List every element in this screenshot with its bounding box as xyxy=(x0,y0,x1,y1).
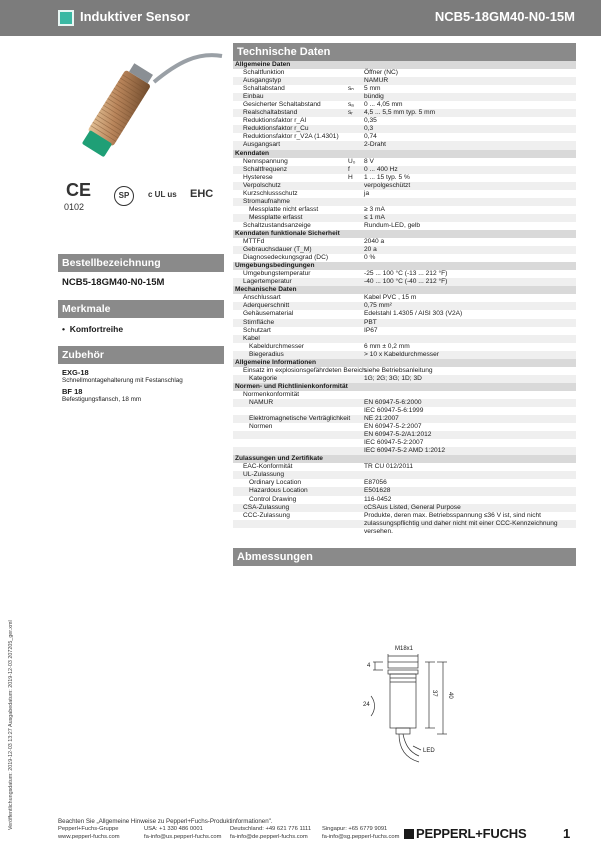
spec-value: > 10 x Kabeldurchmesser xyxy=(362,351,576,359)
spec-row xyxy=(233,520,576,528)
spec-value: 0,35 xyxy=(364,117,377,125)
spec-value: Rundum-LED, gelb xyxy=(364,221,421,229)
spec-value: -25 ... 100 °C (-13 ... 212 °F) xyxy=(364,270,448,278)
spec-symbol: H xyxy=(348,173,353,181)
spec-row xyxy=(233,512,576,520)
spec-value: 6 mm ± 0,2 mm xyxy=(364,342,410,350)
spec-symbol xyxy=(346,150,362,158)
spec-symbol xyxy=(346,423,362,431)
spec-value: verpolgeschützt xyxy=(362,182,576,190)
spec-label xyxy=(233,431,346,439)
spec-row xyxy=(233,141,576,149)
spec-row xyxy=(233,93,576,101)
spec-symbol xyxy=(346,286,362,294)
spec-symbol xyxy=(346,133,362,141)
spec-row xyxy=(233,125,576,133)
spec-label: UL-Zulassung xyxy=(233,471,346,479)
spec-row xyxy=(233,367,576,375)
spec-symbol xyxy=(346,77,362,85)
spec-value: 0,75 mm² xyxy=(362,302,576,310)
spec-label xyxy=(233,520,346,528)
spec-value: 0,74 xyxy=(364,133,377,141)
spec-value: 0 ... 4,05 mm xyxy=(364,101,403,109)
spec-label: Schaltzustandsanzeige xyxy=(243,221,311,229)
spec-value: -40 ... 100 °C (-40 ... 212 °F) xyxy=(362,278,576,286)
spec-symbol xyxy=(346,327,362,335)
spec-row xyxy=(233,391,576,399)
spec-symbol xyxy=(346,479,362,487)
spec-symbol xyxy=(346,351,362,359)
spec-label: Reduktionsfaktor r_Cu xyxy=(233,125,346,133)
spec-value: 2-Draht xyxy=(362,141,576,149)
accessory-desc: Befestigungsflansch, 18 mm xyxy=(62,396,142,403)
product-code: NCB5-18GM40-N0-15M xyxy=(434,9,575,24)
spec-row xyxy=(233,431,576,439)
spec-row xyxy=(233,166,576,174)
spec-symbol xyxy=(346,391,362,399)
spec-row xyxy=(233,246,576,254)
spec-value: Edelstahl 1.4305 / AISI 303 (V2A) xyxy=(364,310,463,318)
spec-group-row xyxy=(233,230,576,238)
spec-value xyxy=(362,230,576,238)
spec-label: Nennspannung xyxy=(243,157,288,165)
spec-symbol xyxy=(346,246,362,254)
spec-value: bündig xyxy=(362,93,576,101)
spec-symbol xyxy=(346,343,362,351)
spec-value xyxy=(362,61,576,69)
spec-label: Umgebungstemperatur xyxy=(243,270,311,278)
spec-value: IP67 xyxy=(364,326,378,334)
footer-usa-phone: USA: +1 330 486 0001 xyxy=(144,826,203,832)
left-column xyxy=(58,42,224,407)
spec-value xyxy=(362,391,576,399)
spec-row xyxy=(233,206,576,214)
spec-row xyxy=(233,471,576,479)
spec-row xyxy=(233,174,576,182)
spec-row xyxy=(233,85,576,93)
spec-value: NE 21:2007 xyxy=(362,415,576,423)
spec-row xyxy=(233,528,576,536)
spec-row xyxy=(233,77,576,85)
footer-sg-email[interactable]: fa-info@sg.pepperl-fuchs.com xyxy=(322,833,400,840)
spec-row xyxy=(233,214,576,222)
accessory-desc: Schnellmontagehalterung mit Festanschlag xyxy=(62,377,183,384)
spec-label: Messplatte nicht erfasst xyxy=(249,205,319,213)
spec-label: MTTFd xyxy=(243,238,265,246)
spec-row xyxy=(233,319,576,327)
spec-value: TR CU 012/2011 xyxy=(364,463,413,471)
spec-label: CCC-Zulassung xyxy=(243,511,290,519)
spec-label: Ausgangstyp xyxy=(233,77,346,85)
spec-value xyxy=(362,455,576,463)
spec-label: Aderquerschnitt xyxy=(233,302,346,310)
spec-row xyxy=(233,182,576,190)
spec-symbol xyxy=(346,528,362,536)
accessory-name: BF 18 xyxy=(62,387,83,396)
spec-value: ≤ 1 mA xyxy=(362,214,576,222)
tech-heading: Technische Daten xyxy=(233,43,576,61)
spec-value xyxy=(362,359,576,367)
order-code: NCB5-18GM40-N0-15M xyxy=(62,277,165,288)
spec-label: Reduktionsfaktor r_V2A (1.4301) xyxy=(243,133,339,141)
spec-value: 1 ... 15 typ. 5 % xyxy=(364,173,410,181)
dim-4: 4 xyxy=(367,662,371,669)
spec-label xyxy=(233,447,346,455)
dim-40: 40 xyxy=(447,691,453,699)
spec-row xyxy=(233,423,576,431)
spec-value: ≥ 3 mA xyxy=(364,205,385,213)
spec-group-row xyxy=(233,359,576,367)
spec-row xyxy=(233,479,576,487)
spec-label: Hysterese xyxy=(243,173,273,181)
spec-row xyxy=(233,496,576,504)
spec-group-row xyxy=(233,286,576,294)
spec-value: 4,5 ... 5,5 mm typ. 5 mm xyxy=(362,109,576,117)
spec-symbol xyxy=(346,310,362,318)
spec-label: Einbau xyxy=(233,93,346,101)
footer-de-email[interactable]: fa-info@de.pepperl-fuchs.com xyxy=(230,833,308,840)
spec-group-row xyxy=(233,383,576,391)
spec-symbol xyxy=(346,399,362,407)
spec-symbol xyxy=(346,463,362,471)
spec-group-row xyxy=(233,262,576,270)
spec-label: Biegeradius xyxy=(233,351,346,359)
spec-value: 2040 a xyxy=(364,238,385,246)
spec-row xyxy=(233,327,576,335)
spec-label: Hazardous Location xyxy=(233,487,346,495)
spec-row xyxy=(233,109,576,117)
spec-symbol xyxy=(346,190,362,198)
ce-number: 0102 xyxy=(64,202,85,212)
spec-symbol xyxy=(346,206,362,214)
spec-label: CSA-Zulassung xyxy=(233,504,346,512)
ul-mark: c UL us xyxy=(148,190,177,199)
spec-value xyxy=(362,471,576,479)
spec-value: 8 V xyxy=(364,157,374,165)
spec-symbol: sᵣ xyxy=(346,109,362,117)
spec-label xyxy=(233,439,346,447)
order-heading: Bestellbezeichnung xyxy=(58,254,224,272)
spec-label: Kabeldurchmesser xyxy=(249,342,304,350)
dim-led: LED xyxy=(423,747,435,754)
spec-group-row xyxy=(233,61,576,69)
spec-symbol xyxy=(346,375,362,383)
dimension-drawing xyxy=(233,566,576,806)
spec-symbol xyxy=(346,125,362,133)
spec-row xyxy=(233,294,576,302)
spec-value: Öffner (NC) xyxy=(364,69,398,77)
spec-label: Mechanische Daten xyxy=(233,286,346,294)
spec-value: 0 % xyxy=(364,254,376,262)
spec-symbol xyxy=(346,117,362,125)
spec-value: E501628 xyxy=(362,487,576,495)
ce-mark: CE xyxy=(66,180,92,200)
spec-label: Gesicherter Schaltabstand xyxy=(243,101,321,109)
spec-table xyxy=(233,61,576,536)
spec-label: Schaltabstand xyxy=(243,85,285,93)
page-number: 1 xyxy=(563,826,571,841)
spec-row xyxy=(233,222,576,230)
spec-symbol xyxy=(346,439,362,447)
spec-label: Anschlussart xyxy=(243,294,281,302)
dim-24: 24 xyxy=(363,701,370,708)
spec-group-row xyxy=(233,455,576,463)
spec-row xyxy=(233,302,576,310)
spec-label: Reduktionsfaktor r_Al xyxy=(243,117,307,125)
dimensions-heading: Abmessungen xyxy=(233,548,576,566)
spec-symbol: f xyxy=(346,166,362,174)
spec-label: Lagertemperatur xyxy=(233,278,346,286)
spec-symbol xyxy=(346,496,362,504)
accessory-name: EXG-18 xyxy=(62,368,89,377)
spec-group-row xyxy=(233,150,576,158)
spec-symbol xyxy=(346,487,362,495)
spec-symbol xyxy=(346,431,362,439)
spec-symbol xyxy=(346,512,362,520)
spec-row xyxy=(233,375,576,383)
spec-label: Allgemeine Daten xyxy=(233,61,346,69)
spec-label xyxy=(233,407,346,415)
spec-symbol xyxy=(346,383,362,391)
spec-value: IEC 60947-5-2 AMD 1:2012 xyxy=(362,447,576,455)
spec-symbol xyxy=(346,520,362,528)
spec-value: EN 60947-5-2:2007 xyxy=(364,423,422,431)
bullet-icon: • xyxy=(62,324,70,334)
spec-symbol xyxy=(346,61,362,69)
spec-label: Normen- und Richtlinienkonformität xyxy=(235,382,348,390)
spec-value: Produkte, deren max. Betriebsspannung ≤36 V ist, sind nicht xyxy=(364,511,541,519)
dim-thread: M18x1 xyxy=(395,645,414,652)
spec-value: siehe Betriebsanleitung xyxy=(364,366,433,374)
spec-row xyxy=(233,310,576,318)
spec-row xyxy=(233,463,576,471)
spec-symbol xyxy=(346,302,362,310)
spec-value: ja xyxy=(364,189,370,197)
spec-label: Control Drawing xyxy=(249,495,297,503)
spec-value: 5 mm xyxy=(364,85,381,93)
features-heading: Merkmale xyxy=(58,300,224,318)
sensor-drawing-icon xyxy=(233,566,576,806)
footer-sg-phone: Singapur: +65 6779 9091 xyxy=(322,826,388,832)
spec-label: Kenndaten xyxy=(233,150,346,158)
spec-value: 0,3 xyxy=(362,125,576,133)
spec-label: Stirnfläche xyxy=(233,319,346,327)
spec-value: cCSAus Listed, General Purpose xyxy=(362,504,576,512)
spec-row xyxy=(233,133,576,141)
spec-symbol xyxy=(346,471,362,479)
brand-square-icon xyxy=(58,10,74,26)
spec-value xyxy=(362,198,576,206)
spec-label: EAC-Konformität xyxy=(243,463,293,471)
spec-row xyxy=(233,335,576,343)
spec-symbol: sₐ xyxy=(348,101,354,109)
footer-group: Pepperl+Fuchs-Gruppe xyxy=(58,826,119,832)
spec-label: Normenkonformität xyxy=(243,390,300,398)
spec-label: Einsatz im explosionsgefährdeten Bereich xyxy=(243,366,366,374)
spec-value: IEC 60947-5-6:1999 xyxy=(364,407,424,415)
spec-symbol: U₀ xyxy=(348,157,356,165)
spec-value: 20 a xyxy=(362,246,576,254)
brand-logo-icon xyxy=(404,829,414,839)
spec-symbol xyxy=(346,278,362,286)
certifications xyxy=(58,176,224,228)
spec-symbol xyxy=(346,254,362,262)
spec-symbol xyxy=(346,270,362,278)
spec-value: PBT xyxy=(362,319,576,327)
spec-value xyxy=(362,335,576,343)
spec-value: IEC 60947-5-2:2007 xyxy=(364,439,424,447)
spec-value xyxy=(362,383,576,391)
spec-value xyxy=(362,150,576,158)
spec-label: Schaltfrequenz xyxy=(233,166,346,174)
spec-symbol xyxy=(346,447,362,455)
spec-label: NAMUR xyxy=(233,399,346,407)
spec-label: Elektromagnetische Verträglichkeit xyxy=(233,415,346,423)
spec-symbol: sₙ xyxy=(348,85,354,93)
spec-symbol xyxy=(346,198,362,206)
spec-row xyxy=(233,101,576,109)
spec-symbol xyxy=(346,407,362,415)
spec-label: Gebrauchsdauer (T_M) xyxy=(233,246,346,254)
features-list xyxy=(58,318,224,346)
spec-symbol xyxy=(346,182,362,190)
footer-usa-email[interactable]: fa-info@us.pepperl-fuchs.com xyxy=(144,833,222,840)
eac-mark: EHC xyxy=(190,188,214,200)
spec-row xyxy=(233,278,576,286)
spec-label: Ordinary Location xyxy=(249,479,302,487)
spec-row xyxy=(233,238,576,246)
spec-label: Allgemeine Informationen xyxy=(233,359,346,367)
product-image xyxy=(58,42,224,172)
spec-symbol xyxy=(346,69,362,77)
spec-symbol xyxy=(346,359,362,367)
spec-row xyxy=(233,439,576,447)
dim-37: 37 xyxy=(431,689,437,697)
spec-row xyxy=(233,343,576,351)
spec-symbol xyxy=(346,93,362,101)
spec-label: Normen xyxy=(249,423,273,431)
sensor-photo-icon xyxy=(58,42,224,172)
spec-row xyxy=(233,69,576,77)
spec-label: Kurzschlussschutz xyxy=(243,189,298,197)
spec-row xyxy=(233,351,576,359)
spec-label: Kenndaten funktionale Sicherheit xyxy=(233,230,346,238)
spec-label xyxy=(233,528,346,536)
spec-value: zulassungspflichtig und daher nicht mit einer CCC-Kennzeichnung xyxy=(362,520,576,528)
spec-row xyxy=(233,487,576,495)
spec-label: Verpolschutz xyxy=(233,182,346,190)
spec-symbol xyxy=(346,455,362,463)
spec-label: Kategorie xyxy=(233,375,346,383)
spec-value: EN 60947-5-2/A1:2012 xyxy=(362,431,576,439)
spec-value: Kabel PVC , 15 m xyxy=(364,294,417,302)
spec-row xyxy=(233,198,576,206)
spec-row xyxy=(233,415,576,423)
spec-symbol xyxy=(346,222,362,230)
spec-symbol xyxy=(346,319,362,327)
spec-value xyxy=(362,262,576,270)
brand-name: PEPPERL+FUCHS xyxy=(416,826,527,841)
spec-symbol xyxy=(346,238,362,246)
spec-row xyxy=(233,158,576,166)
csa-mark: SP xyxy=(114,186,134,206)
spec-label: Schaltfunktion xyxy=(243,69,285,77)
spec-label: Messplatte erfasst xyxy=(233,214,346,222)
spec-label: Umgebungsbedingungen xyxy=(233,262,346,270)
spec-value xyxy=(362,286,576,294)
spec-symbol xyxy=(346,262,362,270)
spec-label: Stromaufnahme xyxy=(233,198,346,206)
spec-row xyxy=(233,447,576,455)
spec-value: versehen. xyxy=(364,527,393,535)
page-title: Induktiver Sensor xyxy=(80,9,190,24)
spec-value: 116-0452 xyxy=(364,495,392,503)
spec-label: Schutzart xyxy=(243,326,271,334)
spec-value: 1G; 2G; 3G; 1D; 3D xyxy=(362,375,576,383)
spec-row xyxy=(233,504,576,512)
spec-label: Realschaltabstand xyxy=(233,109,346,117)
accessories-heading: Zubehör xyxy=(58,346,224,364)
spec-value: EN 60947-5-6:2000 xyxy=(362,399,576,407)
footer-note: Beachten Sie „Allgemeine Hinweise zu Pepperl+Fuchs-Produktinformationen". xyxy=(58,818,273,825)
spec-row xyxy=(233,254,576,262)
spec-row xyxy=(233,117,576,125)
spec-row xyxy=(233,407,576,415)
spec-row xyxy=(233,399,576,407)
spec-value: NAMUR xyxy=(362,77,576,85)
spec-symbol xyxy=(346,335,362,343)
right-column xyxy=(233,43,576,806)
accessories-list xyxy=(58,364,224,407)
spec-value: 0 ... 400 Hz xyxy=(362,166,576,174)
spec-label: Ausgangsart xyxy=(233,141,346,149)
spec-row xyxy=(233,190,576,198)
spec-symbol xyxy=(346,230,362,238)
spec-symbol xyxy=(346,504,362,512)
spec-label: Kabel xyxy=(233,335,346,343)
page-header xyxy=(0,0,601,36)
spec-symbol xyxy=(346,214,362,222)
side-metadata: Veröffentlichungsdatum: 2019-12-03 13:27 Ausgabedatum: 2019-12-03 207205_ger.xml xyxy=(8,620,14,830)
spec-label: Gehäusematerial xyxy=(243,310,294,318)
spec-symbol xyxy=(346,294,362,302)
feature-item: Komfortreihe xyxy=(69,324,124,334)
footer-de-phone: Deutschland: +49 621 776 1111 xyxy=(230,826,312,832)
footer-web-link[interactable]: www.pepperl-fuchs.com xyxy=(58,833,120,840)
spec-label: Diagnosedeckungsgrad (DC) xyxy=(243,254,329,262)
spec-symbol xyxy=(346,141,362,149)
spec-value: E87056 xyxy=(364,479,387,487)
spec-label: Zulassungen und Zertifikate xyxy=(233,455,346,463)
